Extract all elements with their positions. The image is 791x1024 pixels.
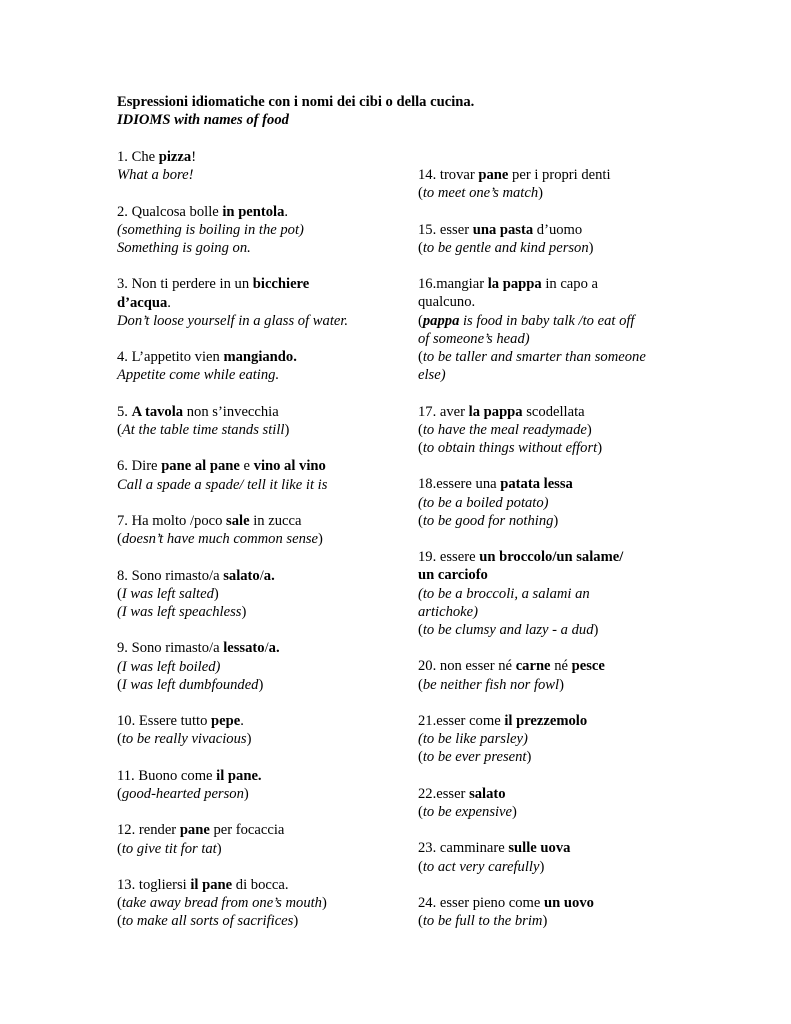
idiom-translation: Something is going on. xyxy=(117,240,251,256)
idiom-text: ) xyxy=(216,840,222,857)
idiom-translation: (to be a boiled potato) xyxy=(418,494,549,511)
idiom-text: per i propri denti xyxy=(508,167,611,183)
idiom-translation: to be clumsy and lazy - a dud xyxy=(422,622,594,638)
idiom-entry xyxy=(418,712,688,767)
idiom-entry xyxy=(117,512,387,548)
idiom-text: per focaccia xyxy=(209,822,285,839)
idiom-keyword: il prezzemolo xyxy=(504,712,588,729)
idiom-keyword: d’acqua xyxy=(117,294,168,311)
idiom-text: ) xyxy=(538,185,543,202)
idiom-line xyxy=(418,803,688,821)
idiom-keyword: sulle uova xyxy=(508,840,571,857)
idiom-text: 15. esser xyxy=(418,221,473,238)
idiom-translation: (something is boiling in the pot) xyxy=(117,221,304,238)
idiom-text: ( xyxy=(418,349,423,365)
idiom-keyword: pepe xyxy=(211,713,241,730)
idiom-text: ) xyxy=(593,622,599,638)
idiom-text: ( xyxy=(418,676,423,693)
entry-spacer xyxy=(418,530,688,548)
idiom-line xyxy=(418,657,688,675)
idiom-text: ) xyxy=(586,421,592,438)
idiom-line xyxy=(418,221,688,239)
idiom-text: ) xyxy=(213,585,219,602)
idiom-text: non s’invecchia xyxy=(183,403,279,420)
idiom-text: ) xyxy=(539,858,545,875)
entry-spacer xyxy=(117,749,387,767)
entry-spacer xyxy=(418,876,688,894)
idiom-translation: to give tit for tat xyxy=(121,840,217,857)
idiom-translation: artichoke) xyxy=(418,603,478,620)
idiom-translation: else) xyxy=(418,367,446,384)
idiom-text: 18.essere una xyxy=(418,476,501,493)
idiom-text: . xyxy=(167,294,171,311)
idiom-entry xyxy=(418,548,688,639)
idiom-entry xyxy=(418,785,688,821)
idiom-text: 21.esser come xyxy=(418,712,505,729)
idiom-keyword: salato xyxy=(469,785,506,802)
idiom-translation: doesn’t have much common sense xyxy=(121,531,319,548)
idiom-translation: to be good for nothing xyxy=(422,512,554,529)
idiom-line xyxy=(117,221,387,239)
idiom-text: ( xyxy=(117,913,122,930)
idiom-text: ( xyxy=(117,895,122,912)
idiom-text: ) xyxy=(553,512,559,529)
idiom-line xyxy=(418,712,688,730)
idiom-keyword: una pasta xyxy=(472,221,534,238)
idiom-line xyxy=(418,839,688,857)
idiom-keyword: A tavola xyxy=(131,403,184,420)
idiom-keyword: sale xyxy=(226,512,250,529)
idiom-text: 20. non esser né xyxy=(418,658,516,675)
idiom-text: 3. Non ti perdere in un xyxy=(117,276,253,293)
idiom-keyword: mangiando. xyxy=(223,349,297,366)
idiom-text: ( xyxy=(418,239,423,256)
idiom-line xyxy=(117,840,387,858)
idiom-entry xyxy=(418,221,688,257)
idiom-line xyxy=(117,148,387,166)
idiom-line xyxy=(418,275,688,293)
idiom-entry xyxy=(117,876,387,931)
entry-spacer xyxy=(117,803,387,821)
idiom-text: ( xyxy=(418,622,423,638)
idiom-line xyxy=(418,312,688,330)
idiom-keyword: lessato xyxy=(223,640,265,657)
idiom-text: 10. Essere tutto xyxy=(117,713,212,730)
idiom-text: ) xyxy=(559,676,564,693)
idiom-keyword: un uovo xyxy=(544,894,594,911)
idiom-text: ( xyxy=(418,440,423,456)
idiom-text: di bocca. xyxy=(232,876,289,893)
idiom-line xyxy=(117,730,387,748)
idiom-translation: to make all sorts of sacrifices xyxy=(121,913,294,930)
idiom-line xyxy=(117,294,387,312)
idiom-translation: (to be like parsley) xyxy=(418,731,528,748)
entry-spacer xyxy=(117,621,387,639)
entry-spacer xyxy=(117,694,387,712)
idiom-translation: to be gentle and kind person xyxy=(422,239,589,256)
idiom-line xyxy=(418,894,688,912)
idiom-text: ) xyxy=(588,239,594,256)
idiom-entry xyxy=(117,639,387,694)
idiom-keyword: carne xyxy=(515,658,551,675)
idiom-text: ( xyxy=(418,421,423,438)
idiom-entry xyxy=(117,457,387,493)
idiom-translation: At the table time stands still xyxy=(121,421,285,438)
idiom-translation: I was left dumbfounded xyxy=(121,676,259,693)
idioms-right-column xyxy=(418,166,688,930)
idiom-line xyxy=(418,421,688,439)
idiom-keyword: pappa xyxy=(422,312,460,329)
idiom-translation: Appetite come while eating. xyxy=(117,367,280,384)
idiom-text: ( xyxy=(117,731,122,748)
idiom-keyword: pane al pane xyxy=(161,458,240,475)
idiom-line xyxy=(418,512,688,530)
idiom-text: in capo a xyxy=(541,276,598,293)
idiom-entry xyxy=(117,403,387,439)
idiom-text: 17. aver xyxy=(418,403,469,420)
header xyxy=(117,93,474,129)
idiom-keyword: pesce xyxy=(571,658,605,675)
idiom-keyword: la pappa xyxy=(468,403,523,420)
idiom-translation: is food in baby talk /to eat off xyxy=(459,312,635,329)
idiom-keyword: in pentola xyxy=(222,203,285,220)
idiom-entry xyxy=(117,712,387,748)
idiom-text: ( xyxy=(117,531,122,548)
idiom-text: ) xyxy=(241,603,247,620)
idiom-entry xyxy=(117,821,387,857)
idiom-line xyxy=(117,821,387,839)
idiom-text: 19. essere xyxy=(418,549,480,566)
idiom-text: ( xyxy=(418,312,423,329)
idiom-line xyxy=(418,439,688,457)
idiom-text: ) xyxy=(293,913,299,930)
idiom-text: 24. esser pieno come xyxy=(418,894,545,911)
idiom-text: . xyxy=(240,713,244,730)
idiom-entry xyxy=(117,767,387,803)
idiom-text: ) xyxy=(246,731,252,748)
idiom-entry xyxy=(117,148,387,184)
idiom-text: 9. Sono rimasto/a xyxy=(117,640,224,657)
idiom-keyword: salato xyxy=(223,567,260,584)
entry-spacer xyxy=(418,257,688,275)
idiom-line xyxy=(117,676,387,694)
idiom-line xyxy=(117,767,387,785)
idiom-text: ) xyxy=(284,421,290,438)
idiom-text: né xyxy=(550,658,572,675)
idiom-line xyxy=(418,403,688,421)
idiom-translation: to be full to the brim xyxy=(422,913,543,930)
idiom-text: ) xyxy=(243,785,249,802)
idiom-translation: take away bread from one’s mouth xyxy=(121,895,322,912)
idiom-line xyxy=(418,748,688,766)
idiom-text: 13. togliersi xyxy=(117,876,191,893)
idiom-translation: Don’t loose yourself in a glass of water. xyxy=(117,312,349,329)
idiom-keyword: un broccolo/un salame/ xyxy=(479,549,624,566)
idiom-text: ) xyxy=(526,749,532,766)
idiom-line xyxy=(117,530,387,548)
idiom-translation: (I was left boiled) xyxy=(117,658,221,675)
idiom-line xyxy=(418,184,688,202)
idiom-text: 4. L’appetito vien xyxy=(117,349,224,366)
idiom-text: ( xyxy=(418,185,423,202)
idiom-line xyxy=(117,403,387,421)
idiom-translation: to obtain things without effort xyxy=(422,440,598,456)
entry-spacer xyxy=(418,457,688,475)
entry-spacer xyxy=(117,439,387,457)
idiom-line xyxy=(418,603,688,621)
idiom-translation: Call a spade a spade/ tell it like it is xyxy=(117,476,328,493)
idiom-text: d’uomo xyxy=(533,221,583,238)
idiom-translation: to have the meal readymade xyxy=(422,421,587,438)
idiom-translation: of someone’s head) xyxy=(418,330,530,347)
idiom-entry xyxy=(117,348,387,384)
idiom-line xyxy=(117,894,387,912)
idiom-entry xyxy=(418,657,688,693)
idiom-line xyxy=(117,785,387,803)
idiom-text: ( xyxy=(117,785,122,802)
idiom-text: ( xyxy=(418,749,423,766)
idiom-line xyxy=(418,621,688,639)
idiom-line xyxy=(117,912,387,930)
entry-spacer xyxy=(418,202,688,220)
idiom-line xyxy=(418,912,688,930)
idiom-text: 16.mangiar xyxy=(418,276,488,293)
idiom-entry xyxy=(117,275,387,330)
idiom-text: 14. trovar xyxy=(418,167,479,183)
idiom-line xyxy=(418,676,688,694)
idiom-keyword: pane xyxy=(179,822,210,839)
document-subtitle: IDIOMS with names of food xyxy=(117,112,289,128)
idiom-text: ( xyxy=(117,585,122,602)
idiom-entry xyxy=(117,567,387,622)
idiom-text: ( xyxy=(418,858,423,875)
idiom-translation: to act very carefully xyxy=(422,858,540,875)
idiom-line xyxy=(418,239,688,257)
idiom-text: ( xyxy=(418,512,423,529)
idiom-line xyxy=(117,203,387,221)
idiom-text: ) xyxy=(258,676,264,693)
idioms-left-column xyxy=(117,148,387,931)
entry-spacer xyxy=(117,184,387,202)
idiom-text: 6. Dire xyxy=(117,458,162,475)
idiom-line xyxy=(418,475,688,493)
idiom-translation: (I was left speachless xyxy=(117,603,242,620)
entry-spacer xyxy=(418,767,688,785)
idiom-translation: I was left salted xyxy=(121,585,214,602)
entry-spacer xyxy=(117,548,387,566)
idiom-line xyxy=(117,712,387,730)
idiom-translation: What a bore! xyxy=(117,167,194,184)
document-title: Espressioni idiomatiche con i nomi dei cibi o della cucina. xyxy=(117,94,475,110)
idiom-line xyxy=(418,494,688,512)
entry-spacer xyxy=(117,858,387,876)
idiom-line xyxy=(117,275,387,293)
idiom-text: ( xyxy=(418,803,423,820)
idiom-translation: to be ever present xyxy=(422,749,527,766)
idiom-translation: to be taller and smarter than someone xyxy=(422,349,646,365)
idiom-text: 2. Qualcosa bolle xyxy=(117,203,223,220)
idiom-text: / xyxy=(264,640,269,657)
idiom-line xyxy=(117,166,387,184)
idiom-text: scodellata xyxy=(522,403,585,420)
idiom-text: ( xyxy=(418,913,423,930)
idiom-line xyxy=(117,366,387,384)
entry-spacer xyxy=(117,385,387,403)
idiom-line xyxy=(418,585,688,603)
idiom-text: ) xyxy=(512,803,517,820)
idiom-text: 1. Che xyxy=(117,149,159,165)
idiom-line xyxy=(117,585,387,603)
entry-spacer xyxy=(117,494,387,512)
idiom-line xyxy=(418,548,688,566)
idiom-text: qualcuno. xyxy=(418,294,476,311)
idiom-entry xyxy=(117,203,387,258)
idiom-keyword: patata lessa xyxy=(500,476,573,493)
idiom-text: ! xyxy=(191,149,197,165)
idiom-keyword: pane xyxy=(478,167,509,183)
idiom-keyword: il pane xyxy=(190,876,233,893)
idiom-line xyxy=(117,567,387,585)
idiom-line xyxy=(117,639,387,657)
idiom-text: 22.esser xyxy=(418,785,470,802)
idiom-text: ) xyxy=(542,913,548,930)
idiom-line xyxy=(418,858,688,876)
idiom-line xyxy=(418,366,688,384)
idiom-translation: (to be a broccoli, a salami an xyxy=(418,585,590,602)
idiom-translation: good-hearted person xyxy=(121,785,244,802)
idiom-text: 11. Buono come xyxy=(117,767,217,784)
idiom-line xyxy=(117,476,387,494)
idiom-text: / xyxy=(259,567,264,584)
entry-spacer xyxy=(117,257,387,275)
idiom-line xyxy=(117,348,387,366)
idiom-line xyxy=(418,566,688,584)
idiom-keyword: un carciofo xyxy=(418,567,488,584)
idiom-entry xyxy=(418,894,688,930)
idiom-keyword: a. xyxy=(263,567,275,584)
idiom-line xyxy=(117,512,387,530)
idiom-keyword: il pane. xyxy=(216,767,262,784)
idiom-line xyxy=(117,457,387,475)
idiom-text: 7. Ha molto /poco xyxy=(117,512,227,529)
idiom-entry xyxy=(418,275,688,384)
idiom-line xyxy=(117,603,387,621)
idiom-text: 8. Sono rimasto/a xyxy=(117,567,224,584)
idiom-translation: to be really vivacious xyxy=(121,731,247,748)
entry-spacer xyxy=(418,694,688,712)
idiom-text: ( xyxy=(117,421,122,438)
entry-spacer xyxy=(418,821,688,839)
entry-spacer xyxy=(418,384,688,402)
idiom-line xyxy=(418,293,688,311)
idiom-line xyxy=(117,312,387,330)
idiom-translation: be neither fish nor fowl xyxy=(422,676,560,693)
idiom-keyword: a. xyxy=(268,640,280,657)
idiom-line xyxy=(418,330,688,348)
idiom-line xyxy=(418,730,688,748)
idiom-translation: to meet one’s match xyxy=(422,185,539,202)
idiom-text: ) xyxy=(318,531,323,548)
idiom-text: ) xyxy=(321,895,327,912)
idiom-keyword: la pappa xyxy=(487,276,542,293)
idiom-line xyxy=(418,348,688,366)
idiom-text: ( xyxy=(117,840,122,857)
idiom-text: ) xyxy=(597,440,603,456)
idiom-text: e xyxy=(239,458,254,475)
idiom-entry xyxy=(418,403,688,458)
idiom-entry xyxy=(418,475,688,530)
idiom-text: 23. camminare xyxy=(418,840,509,857)
idiom-line xyxy=(418,166,688,184)
idiom-text: ( xyxy=(117,676,122,693)
entry-spacer xyxy=(418,639,688,657)
entry-spacer xyxy=(117,330,387,348)
idiom-text: . xyxy=(284,203,289,220)
idiom-translation: to be expensive xyxy=(422,803,513,820)
idiom-keyword: bicchiere xyxy=(252,276,310,293)
idiom-text: in zucca xyxy=(249,512,302,529)
idiom-keyword: pizza xyxy=(158,149,192,165)
idiom-keyword: vino al vino xyxy=(253,458,326,475)
idiom-text: 12. render xyxy=(117,822,180,839)
idiom-entry xyxy=(418,839,688,875)
idiom-text: 5. xyxy=(117,403,132,420)
idiom-entry xyxy=(418,166,688,202)
idiom-line xyxy=(117,876,387,894)
idiom-line xyxy=(117,239,387,257)
idiom-line xyxy=(418,785,688,803)
idiom-line xyxy=(117,658,387,676)
idiom-line xyxy=(117,421,387,439)
